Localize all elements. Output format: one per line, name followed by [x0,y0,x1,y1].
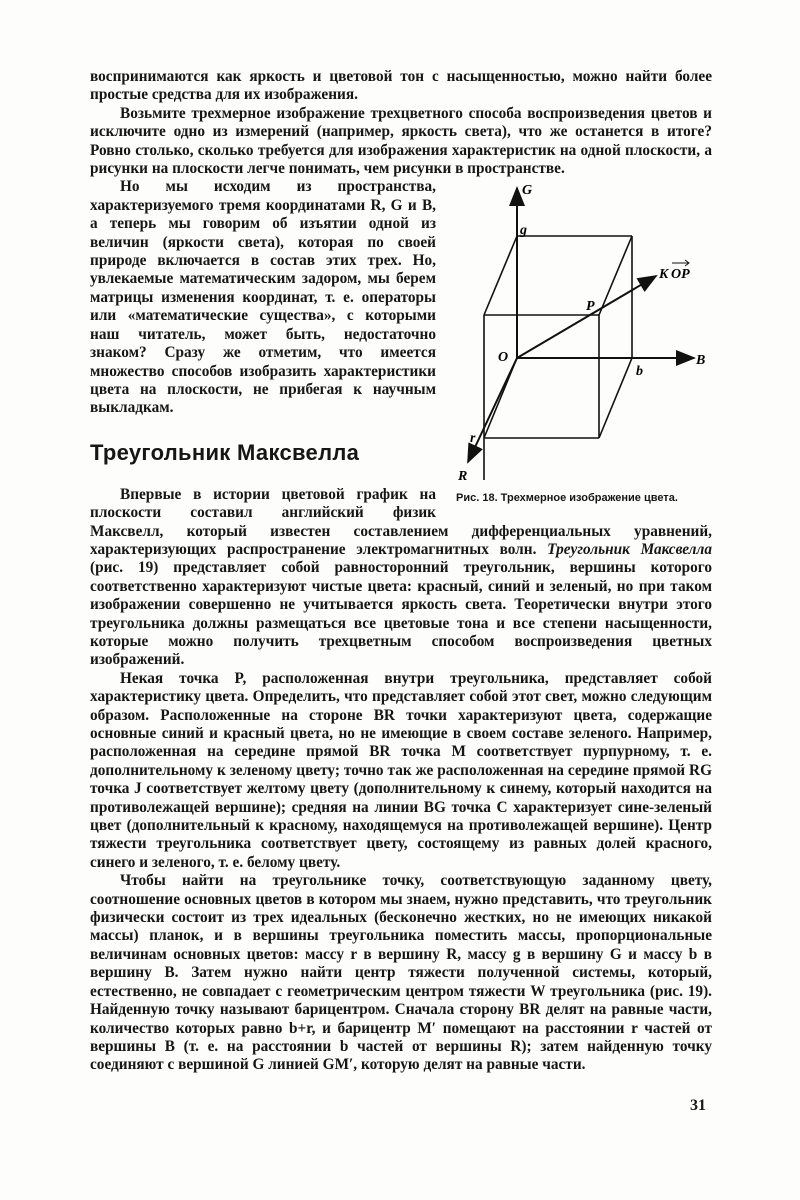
label-O: O [498,350,509,366]
label-OP: OP [671,267,690,283]
label-R: R [458,469,468,485]
paragraph-2: Возьмите трехмерное изображение трехцветного способа воспроизведения цветов и исключите одно из измерений (например, яркость света), что же останется в итоге? Ровно столько, сколько требуется для изображения характеристик на одной плоскости, а рисунки на плоскости легче понимать, чем рисунки в пространстве. [90,104,712,178]
label-b: b [636,364,643,380]
term-maxwell-triangle: Треугольник Максвелла [547,540,712,558]
op-vector [517,276,656,358]
page-body [90,68,712,1075]
label-r: r [470,431,476,447]
label-P: P [586,299,595,315]
cube-diagram [454,180,712,490]
figure-18 [454,180,712,515]
label-B: B [696,353,706,369]
page-number: 31 [690,1097,706,1114]
label-g: g [520,223,527,239]
paragraph-6: Чтобы найти на треугольнике точку, соответствующую заданному цвету, соотношение основных цветов в котором мы знаем, нужно представить, что треугольник физически состоит из трех идеальных (бесконечно жестких, но не имеющих никакой массы) планок, и в вершины треугольника поместить массы, пропорциональные величинам основных цветов: массу r в вершину R, массу g в вершину G и массу b в вершину B. Затем нужно найти центр тяжести полученной системы, который, естественно, не совпадает с геометрическим центром тяжести W треугольника (рис. 19). Найденную точку называют барицентром. Сначала сторону BR делят на равные части, количество которых равно b+r, и барицентр M′ помещают на расстоянии r частей от вершины B (т. е. на расстоянии b частей от вершины R); затем найденную точку соединяют с вершиной G линией GM′, которую делят на равные части. [90,872,712,1074]
paragraph-3: Но мы исходим из пространства, характеризуемого тремя координатами R, G и B, а теперь мы говорим об изъятии одной из величин (яркости света), которая по своей природе включается в состав этих трех. Но, увлекаемые математическим задором, мы берем матрицы изменения координат, т. е. операторы или «математические существа», с которыми наш читатель, может быть, недостаточно знаком? Сразу же отметим, что имеется множество способов изобразить характеристики цвета на плоскости, не прибегая к научным выкладкам. [90,178,436,417]
section-heading: Треугольник Максвелла [90,439,360,465]
r-axis [468,358,517,462]
label-K: K [659,267,669,283]
label-G: G [522,183,533,199]
paragraph-4-text-b: (рис. 19) представляет собой равносторонний треугольник, вершины которого соответственно характеризуют чистые цвета: красный, синий и зеленый, но при таком изображении совершенно не учитывается яркость света. Теоретически внутри этого треугольника должны размещаться все цветовые тона и все степени насыщенности, которые можно получить трехцветным способом воспроизведения цветных изображений. [90,559,712,669]
paragraph-1: воспринимаются как яркость и цветовой тон с насыщенностью, можно найти более простые средства для их изображения. [90,68,712,104]
paragraph-5: Некая точка P, расположенная внутри треугольника, представляет собой характеристику цвета. Определить, что представляет собой этот свет, можно следующим образом. Расположенные на стороне BR точки характеризуют цвета, содержащие основные синий и красный цвета, но не имеющие в своем составе зеленого. Например, расположенная на середине прямой BR точка M соответствует пурпурному, т. е. дополнительному к зеленому цвету; точно так же расположенная на середине прямой RG точка J соответствует желтому цвету (дополнительному к синему, который находится на противолежащей вершине); средняя на линии BG точка C характеризует сине-зеленый цвет (дополнительный к красному, находящемуся на противолежащей вершине). Центр тяжести треугольника соответствует цвету, состоящему из равных долей красного, синего и зеленого, т. е. белому цвету. [90,669,712,871]
paragraph-4-text-a: Впервые в истории цветовой график на плоскости составил английский физик Максвелл, который известен составлением дифференциальных уравнений, характеризующих распространение электромагнитных волн. [90,485,712,558]
figure-caption: Рис. 18. Трехмерное изображение цвета. [456,492,678,505]
